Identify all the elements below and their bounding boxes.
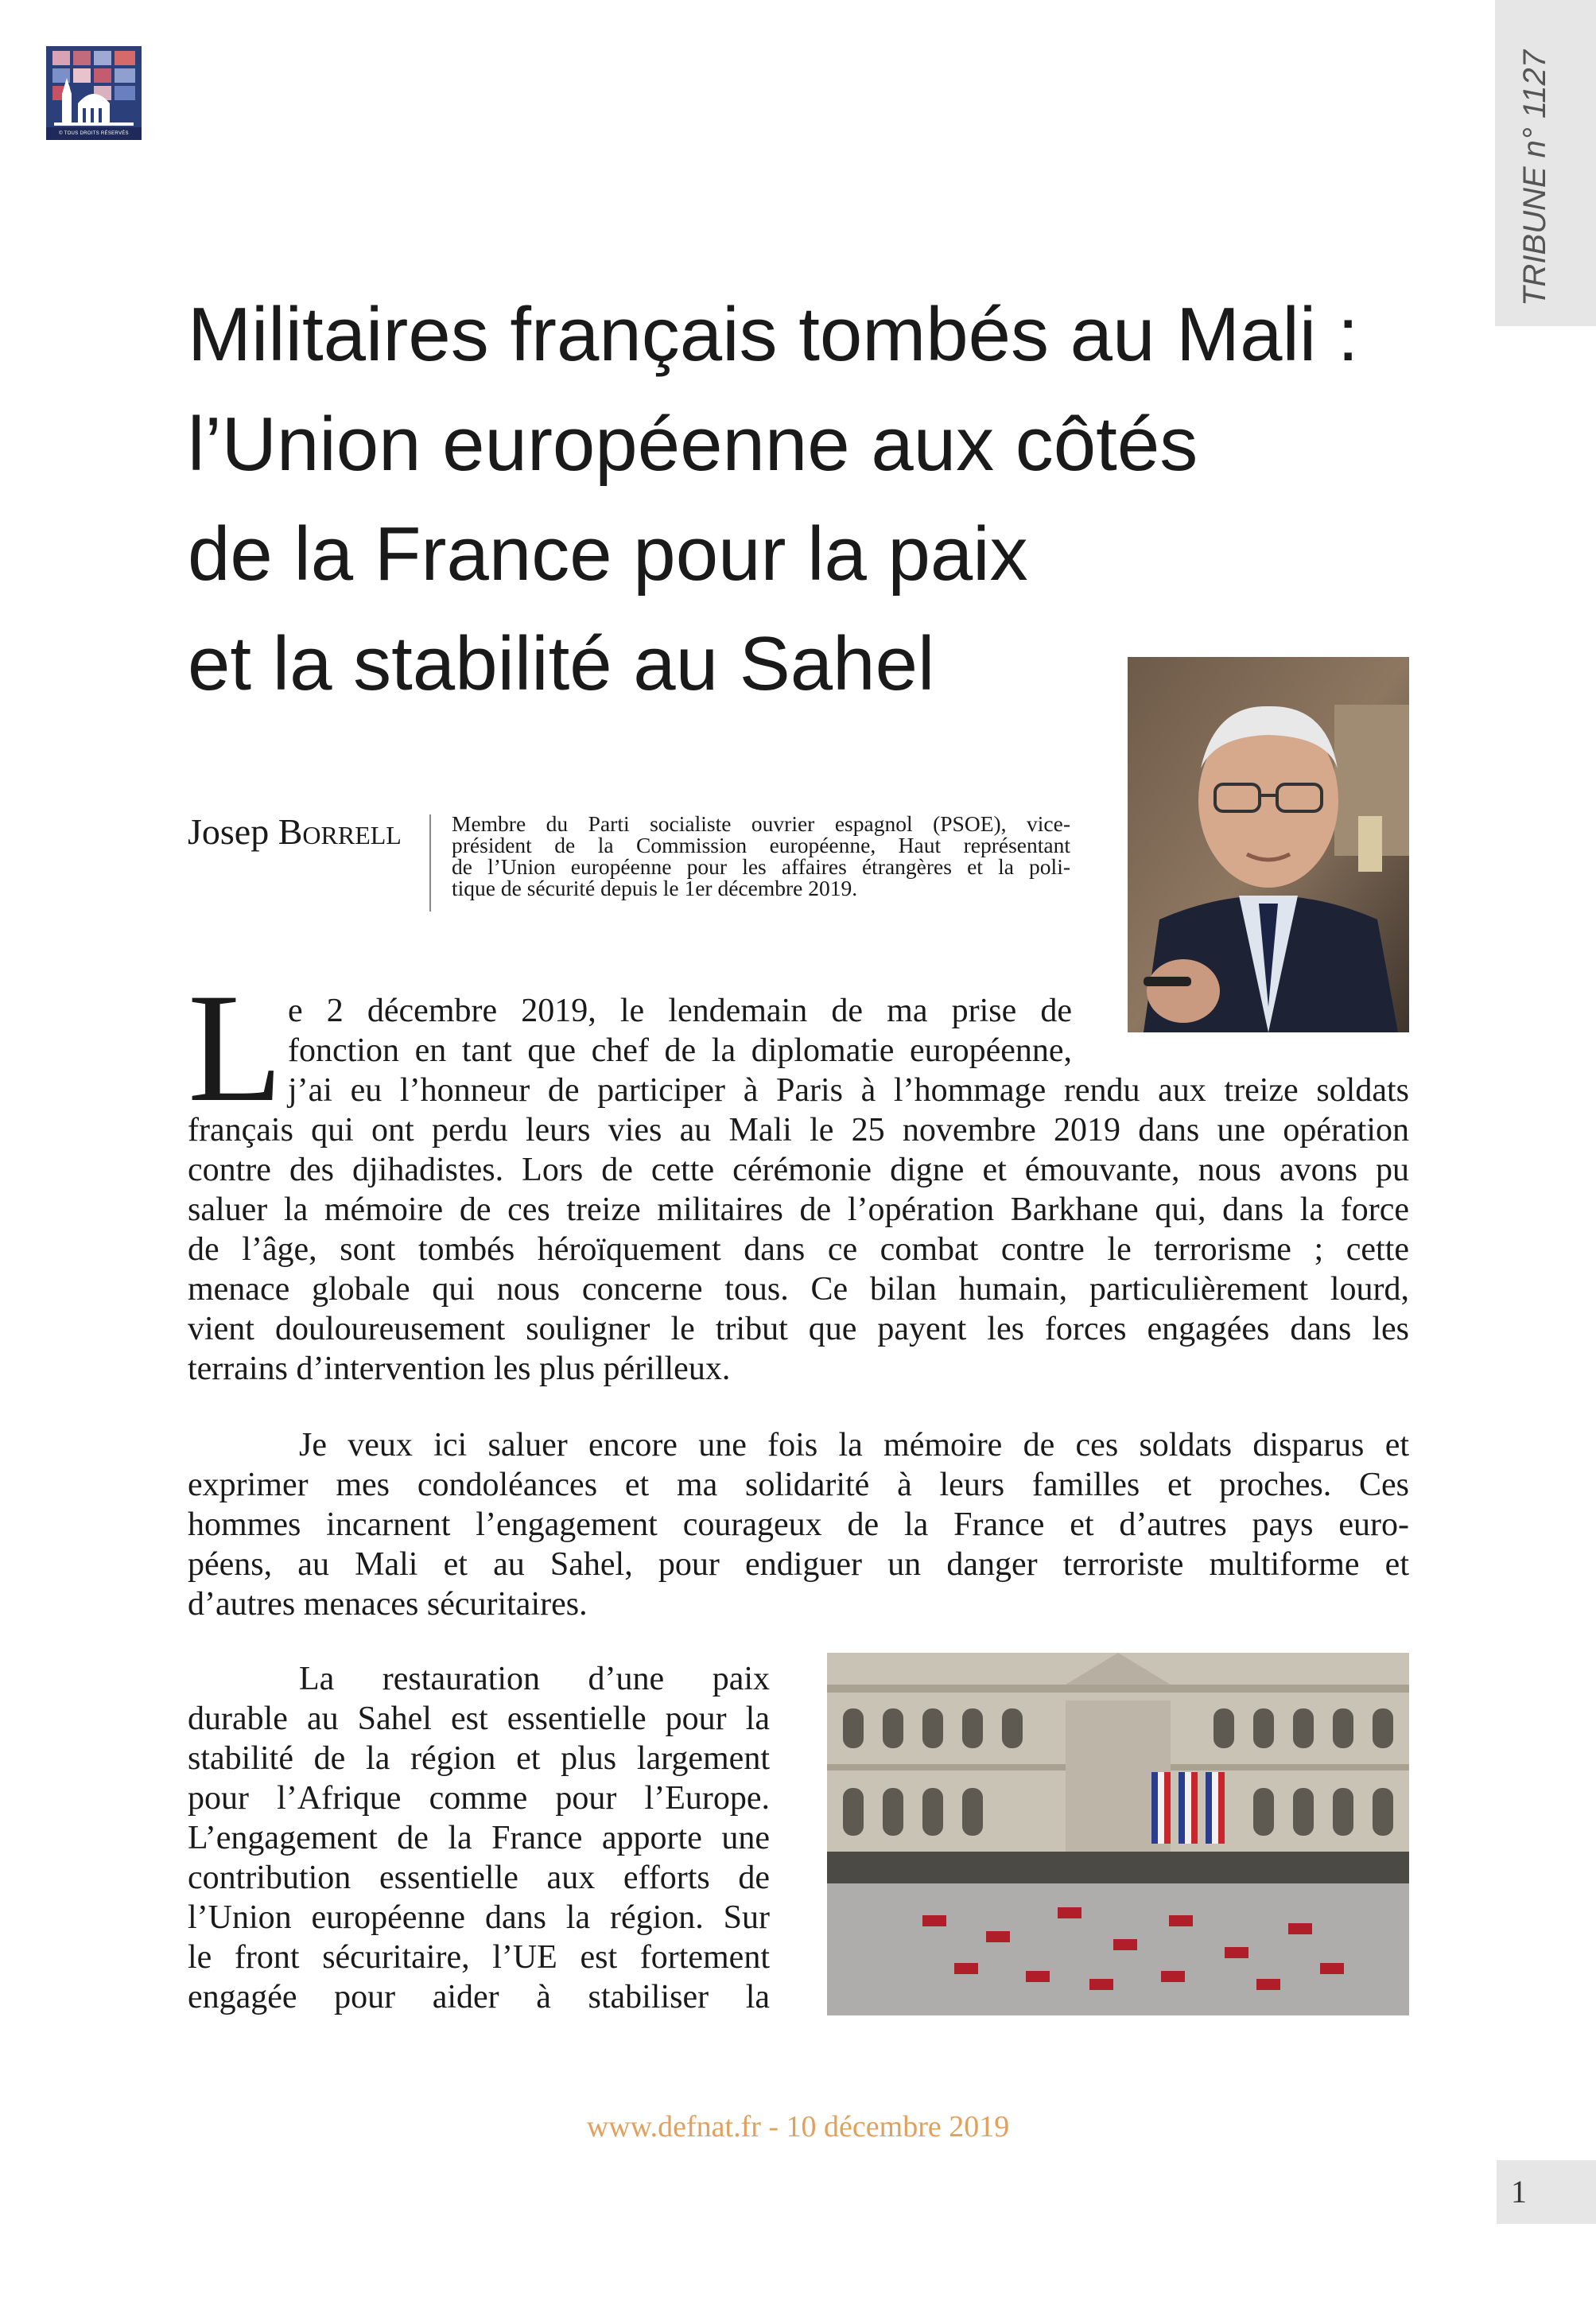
paragraph-line: de l’âge, sont tombés héroïquement dans ce combat contre le terrorisme ; cette: [188, 1231, 1409, 1268]
paragraph-line: terrains d’intervention les plus périlleux.: [188, 1351, 731, 1387]
paragraph-line: j’ai eu l’honneur de participer à Paris à l’hommage rendu aux treize soldats: [288, 1072, 1409, 1109]
author-divider: [429, 814, 431, 911]
bio-line: tique de sécurité depuis le 1er décembre 2019.: [452, 876, 858, 900]
paragraph-line: engagée pour aider à stabiliser la: [188, 1979, 770, 2015]
drop-cap: L: [188, 962, 283, 1134]
paragraph-line: Je veux ici saluer encore une fois la mémoire de ces soldats disparus et: [299, 1427, 1409, 1463]
author-name: [188, 810, 418, 854]
title-line: l’Union européenne aux côtés: [188, 402, 1198, 487]
paragraph-line: hommes incarnent l’engagement courageux de la France et d’autres pays euro-: [188, 1506, 1409, 1543]
paragraph-line: péens, au Mali et au Sahel, pour endiguer un danger terroriste multiforme et: [188, 1546, 1409, 1583]
paragraph-line: pour l’Afrique comme pour l’Europe.: [188, 1780, 770, 1817]
paragraph-line: L’engagement de la France apporte une: [188, 1820, 770, 1856]
title-line: Militaires français tombés au Mali :: [188, 292, 1359, 377]
paragraph-line: français qui ont perdu leurs vies au Mali le 25 novembre 2019 dans une opération: [188, 1112, 1409, 1149]
paragraph-line: exprimer mes condoléances et ma solidarité à leurs familles et proches. Ces: [188, 1467, 1409, 1503]
institution-building-logo: [46, 46, 142, 140]
title-line: de la France pour la paix: [188, 511, 1028, 597]
footer-url-date: www.defnat.fr - 10 décembre 2019: [586, 2110, 1010, 2144]
paragraph-line: menace globale qui nous concerne tous. Ce bilan humain, particulièrement lourd,: [188, 1271, 1409, 1308]
bio-line: de l’Union européenne pour les affaires étrangères et la poli-: [452, 854, 1070, 879]
paragraph-line: La restauration d’une paix: [299, 1661, 770, 1697]
author-portrait-photo: [1128, 657, 1409, 1032]
paragraph-line: contre des djihadistes. Lors de cette cérémonie digne et émouvante, nous avons pu: [188, 1152, 1409, 1188]
paragraph-line: l’Union européenne dans la région. Sur: [188, 1899, 770, 1936]
paragraph-line: e 2 décembre 2019, le lendemain de ma prise de: [288, 993, 1072, 1029]
paragraph-line: stabilité de la région et plus largement: [188, 1740, 770, 1777]
author-bio: [452, 813, 1070, 899]
page-title: [188, 280, 1428, 719]
paragraph-line: vient douloureusement souligner le tribut que payent les forces engagées dans les: [188, 1311, 1409, 1347]
logo-caption: © TOUS DROITS RÉSERVÉS: [46, 127, 142, 140]
paragraph-line: contribution essentielle aux efforts de: [188, 1860, 770, 1896]
author-last-name: Borrell: [278, 811, 402, 852]
bio-line: président de la Commission européenne, Haut représentant: [452, 833, 1070, 857]
bio-line: Membre du Parti socialiste ouvrier espagnol (PSOE), vice-: [452, 811, 1070, 836]
paragraph-line-text: saluer la mémoire de ces treize militaires de l’opération Barkhane qui, dans la force: [188, 1191, 1409, 1228]
page-number: 1: [1511, 2174, 1527, 2210]
paragraph-line: le front sécuritaire, l’UE est fortement: [188, 1939, 770, 1976]
paragraph-line: d’autres menaces sécuritaires.: [188, 1586, 588, 1623]
paragraph-line: fonction en tant que chef de la diplomatie européenne,: [288, 1032, 1072, 1069]
paragraph-line: [188, 1190, 1409, 1230]
invalides-ceremony-photo: [827, 1653, 1409, 2015]
paragraph-line: durable au Sahel est essentielle pour la: [188, 1700, 770, 1737]
author-first-name: Josep: [188, 811, 270, 852]
tribune-number-label: TRIBUNE n° 1127: [1517, 49, 1552, 306]
title-line: et la stabilité au Sahel: [188, 621, 935, 706]
